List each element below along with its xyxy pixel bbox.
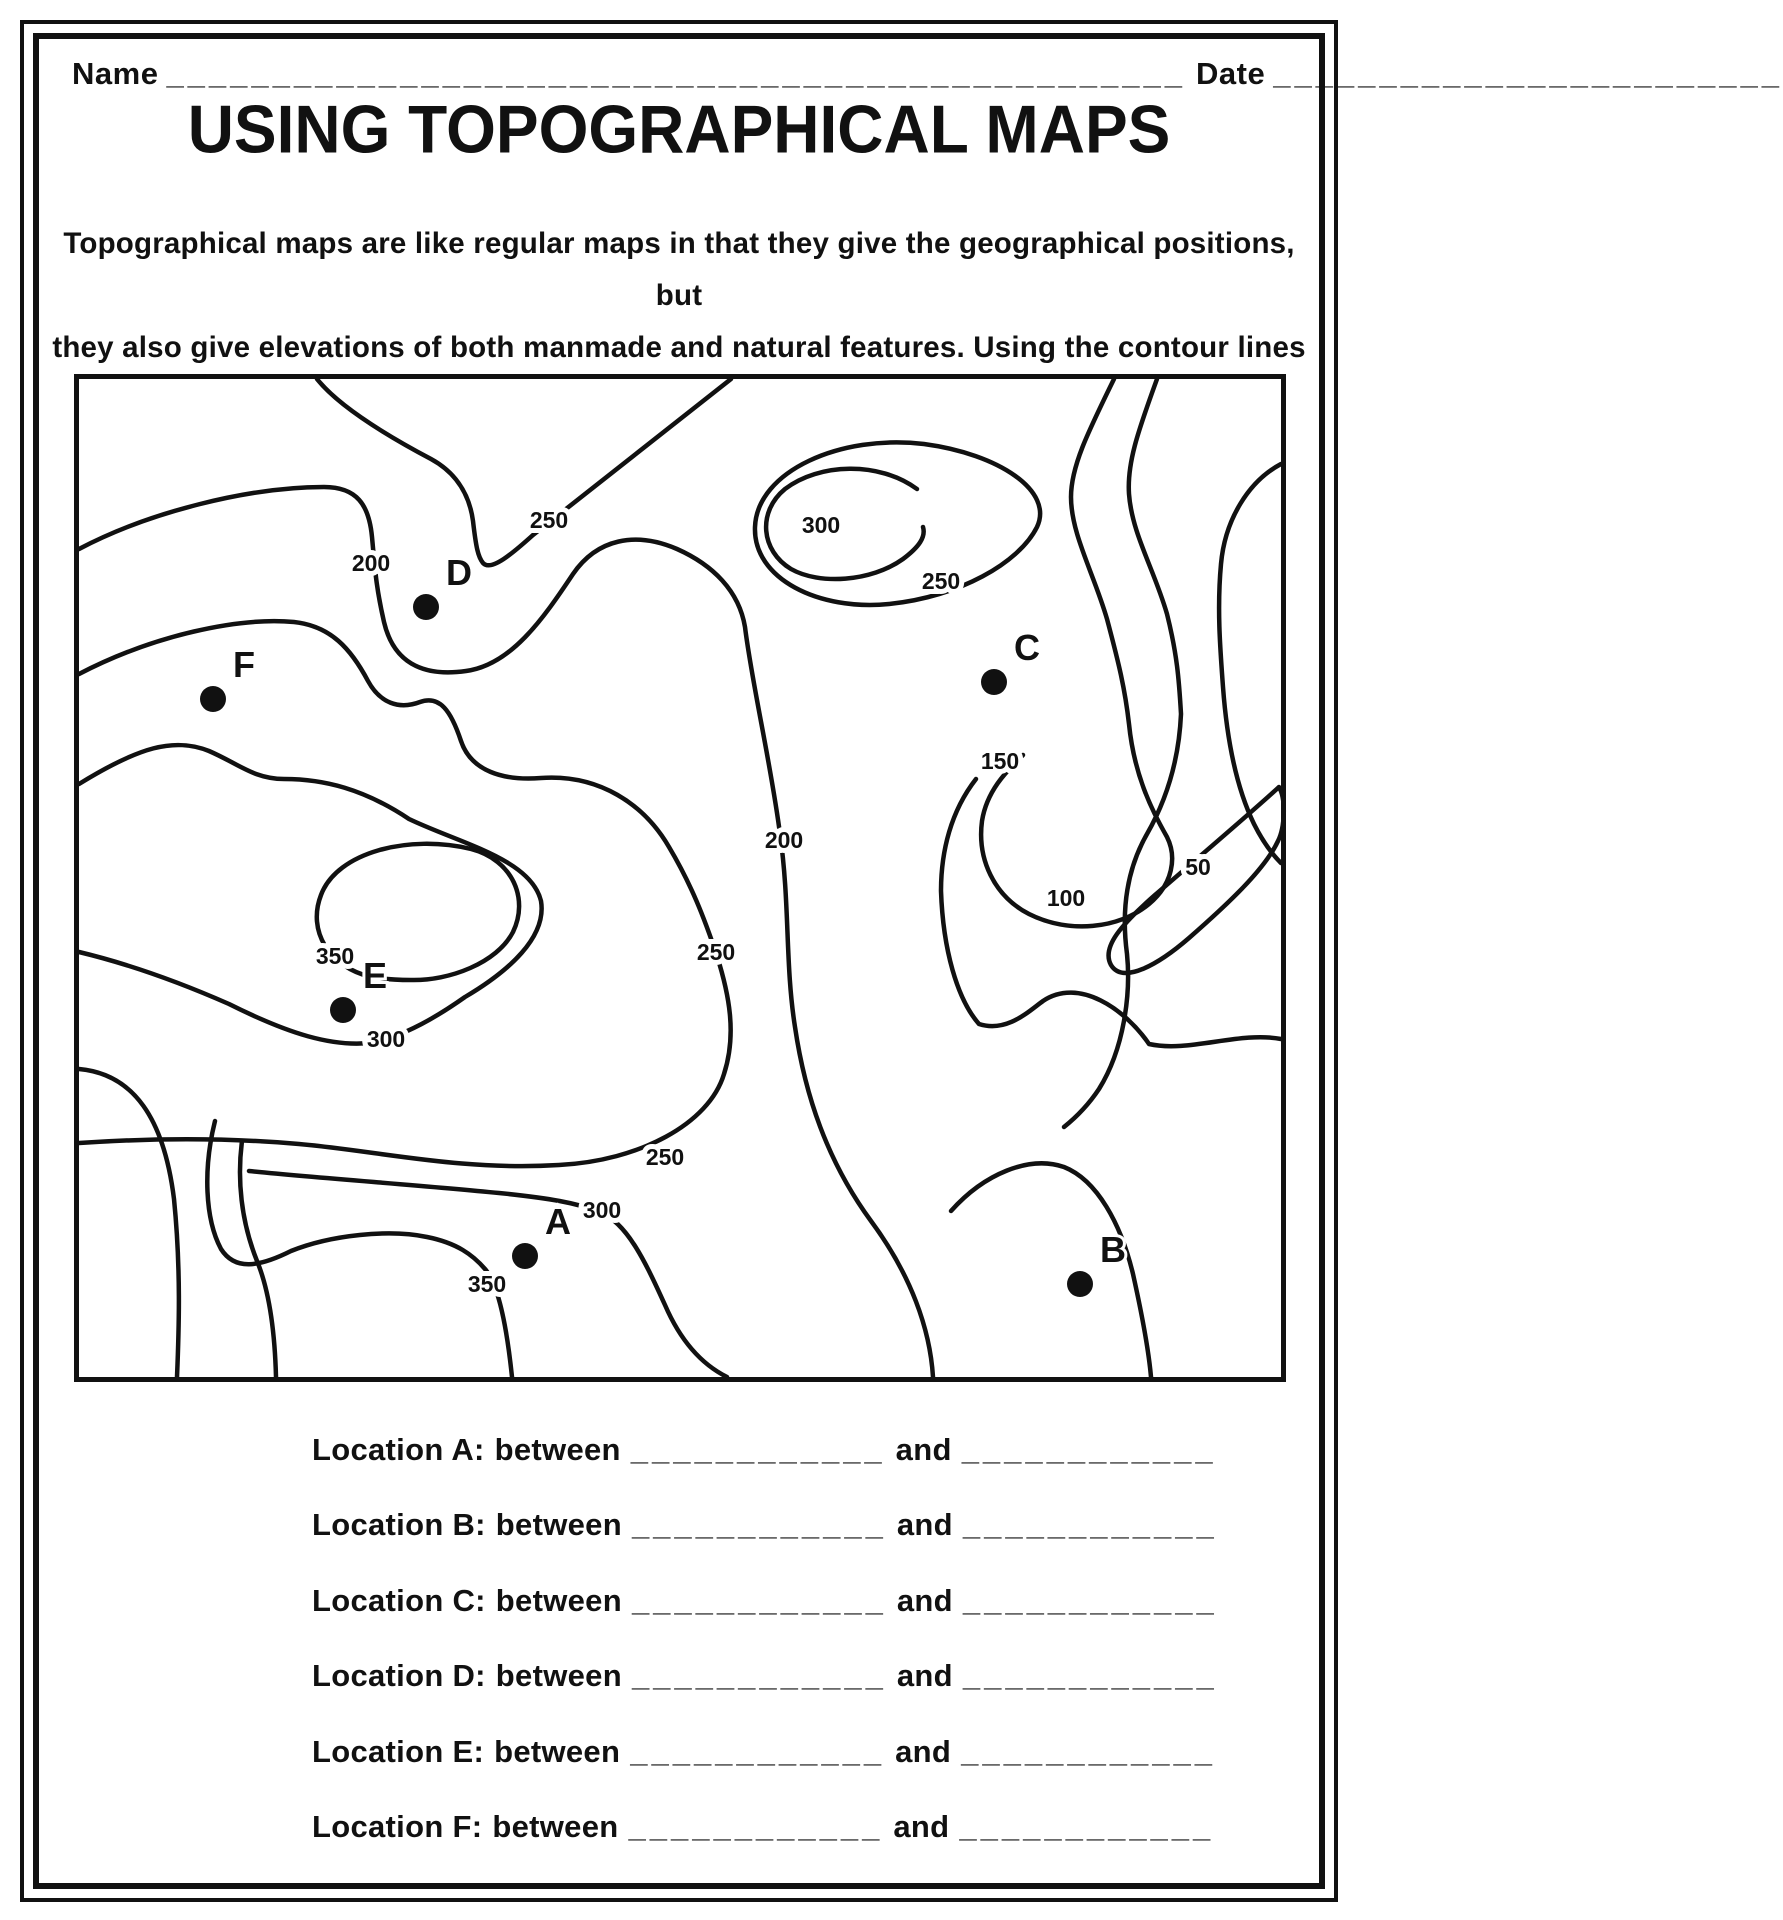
contour-path: [1219, 464, 1281, 863]
location-letter-b: B: [1100, 1229, 1126, 1270]
contour-path: [951, 1163, 1151, 1377]
contour-path: [79, 745, 542, 1044]
and-word: and: [895, 1431, 952, 1467]
name-label: Name: [72, 56, 159, 91]
between-word: between: [494, 1733, 621, 1769]
answer-blank-e-high[interactable]: ____________: [961, 1733, 1217, 1769]
intro-line-1: Topographical maps are like regular maps in that they give the geographical positions, but: [63, 227, 1295, 312]
contour-path: [941, 779, 1281, 1046]
name-field[interactable]: ________________________________________________: [166, 56, 1186, 91]
answer-blank-c-high[interactable]: ____________: [962, 1582, 1218, 1618]
contour-elevation-label: 250: [645, 1144, 685, 1170]
contour-path: [317, 379, 731, 565]
date-label: Date: [1196, 56, 1266, 91]
answer-blank-b-low[interactable]: ____________: [631, 1507, 887, 1543]
and-word: and: [896, 1658, 953, 1694]
between-word: between: [494, 1431, 621, 1467]
question-label: Location F:: [312, 1809, 483, 1845]
contour-path: [79, 1069, 179, 1377]
location-letter-f: F: [233, 644, 255, 685]
answer-blank-d-high[interactable]: ____________: [962, 1658, 1218, 1694]
contour-elevation-label: 300: [582, 1197, 622, 1223]
contour-elevation-label: 300: [366, 1026, 406, 1052]
location-dot-b: [1067, 1271, 1093, 1297]
location-dot-c: [981, 669, 1007, 695]
contour-path: [79, 621, 731, 1166]
contour-elevation-label: 250: [529, 507, 569, 533]
question-row-b: [312, 1488, 1238, 1564]
contour-elevation-label: 250: [696, 939, 736, 965]
contour-elevation-label: 200: [764, 827, 804, 853]
and-word: and: [895, 1733, 952, 1769]
answer-blank-f-high[interactable]: ____________: [959, 1809, 1215, 1845]
contour-elevation-label: 200: [351, 550, 391, 576]
question-label: Location B:: [312, 1507, 486, 1543]
contour-elevation-label: 50: [1185, 854, 1211, 880]
question-label: Location C:: [312, 1582, 486, 1618]
questions-list: [312, 1412, 1238, 1865]
answer-blank-d-low[interactable]: ____________: [631, 1658, 887, 1694]
location-dot-f: [200, 686, 226, 712]
contour-elevation-label: 250: [921, 568, 961, 594]
contour-elevation-label: 150: [980, 748, 1020, 774]
location-letter-a: A: [545, 1201, 571, 1242]
contour-elevation-label: 350: [315, 943, 355, 969]
question-label: Location E:: [312, 1733, 485, 1769]
between-word: between: [495, 1658, 622, 1694]
date-field[interactable]: ________________________: [1273, 56, 1783, 91]
location-dot-d: [413, 594, 439, 620]
question-label: Location A:: [312, 1431, 485, 1467]
contour-path: [755, 442, 1040, 605]
intro-line-2: they also give elevations of both manmade and natural features. Using the contour lines: [52, 331, 1306, 364]
answer-blank-a-high[interactable]: ____________: [961, 1431, 1217, 1467]
answer-blank-e-low[interactable]: ____________: [630, 1733, 886, 1769]
answer-blank-f-low[interactable]: ____________: [628, 1809, 884, 1845]
page-title: USING TOPOGRAPHICAL MAPS: [187, 90, 1171, 168]
and-word: and: [893, 1809, 950, 1845]
location-letter-c: C: [1014, 627, 1040, 668]
location-dot-e: [330, 997, 356, 1023]
contour-path: [79, 487, 933, 1377]
location-dot-a: [512, 1243, 538, 1269]
question-label: Location D:: [312, 1658, 486, 1694]
question-row-e: [312, 1714, 1238, 1790]
between-word: between: [492, 1809, 619, 1845]
map-svg: [79, 379, 1281, 1377]
answer-blank-c-low[interactable]: ____________: [631, 1582, 887, 1618]
location-letter-d: D: [446, 552, 472, 593]
between-word: between: [495, 1507, 622, 1543]
question-row-d: [312, 1639, 1238, 1715]
map-points: [200, 552, 1126, 1297]
contour-elevation-label: 300: [801, 512, 841, 538]
question-row-a: [312, 1412, 1238, 1488]
contour-path: [766, 469, 924, 579]
contour-elevation-label: 100: [1046, 885, 1086, 911]
question-row-c: [312, 1563, 1238, 1639]
contour-labels: [316, 507, 1211, 1297]
question-row-f: [312, 1790, 1238, 1866]
location-letter-e: E: [363, 955, 388, 996]
answer-blank-a-low[interactable]: ____________: [630, 1431, 886, 1467]
and-word: and: [896, 1507, 953, 1543]
and-word: and: [896, 1582, 953, 1618]
topographic-map: [74, 374, 1286, 1382]
answer-blank-b-high[interactable]: ____________: [962, 1507, 1218, 1543]
contour-elevation-label: 350: [467, 1271, 507, 1297]
between-word: between: [495, 1582, 622, 1618]
contour-lines: [79, 379, 1284, 1377]
